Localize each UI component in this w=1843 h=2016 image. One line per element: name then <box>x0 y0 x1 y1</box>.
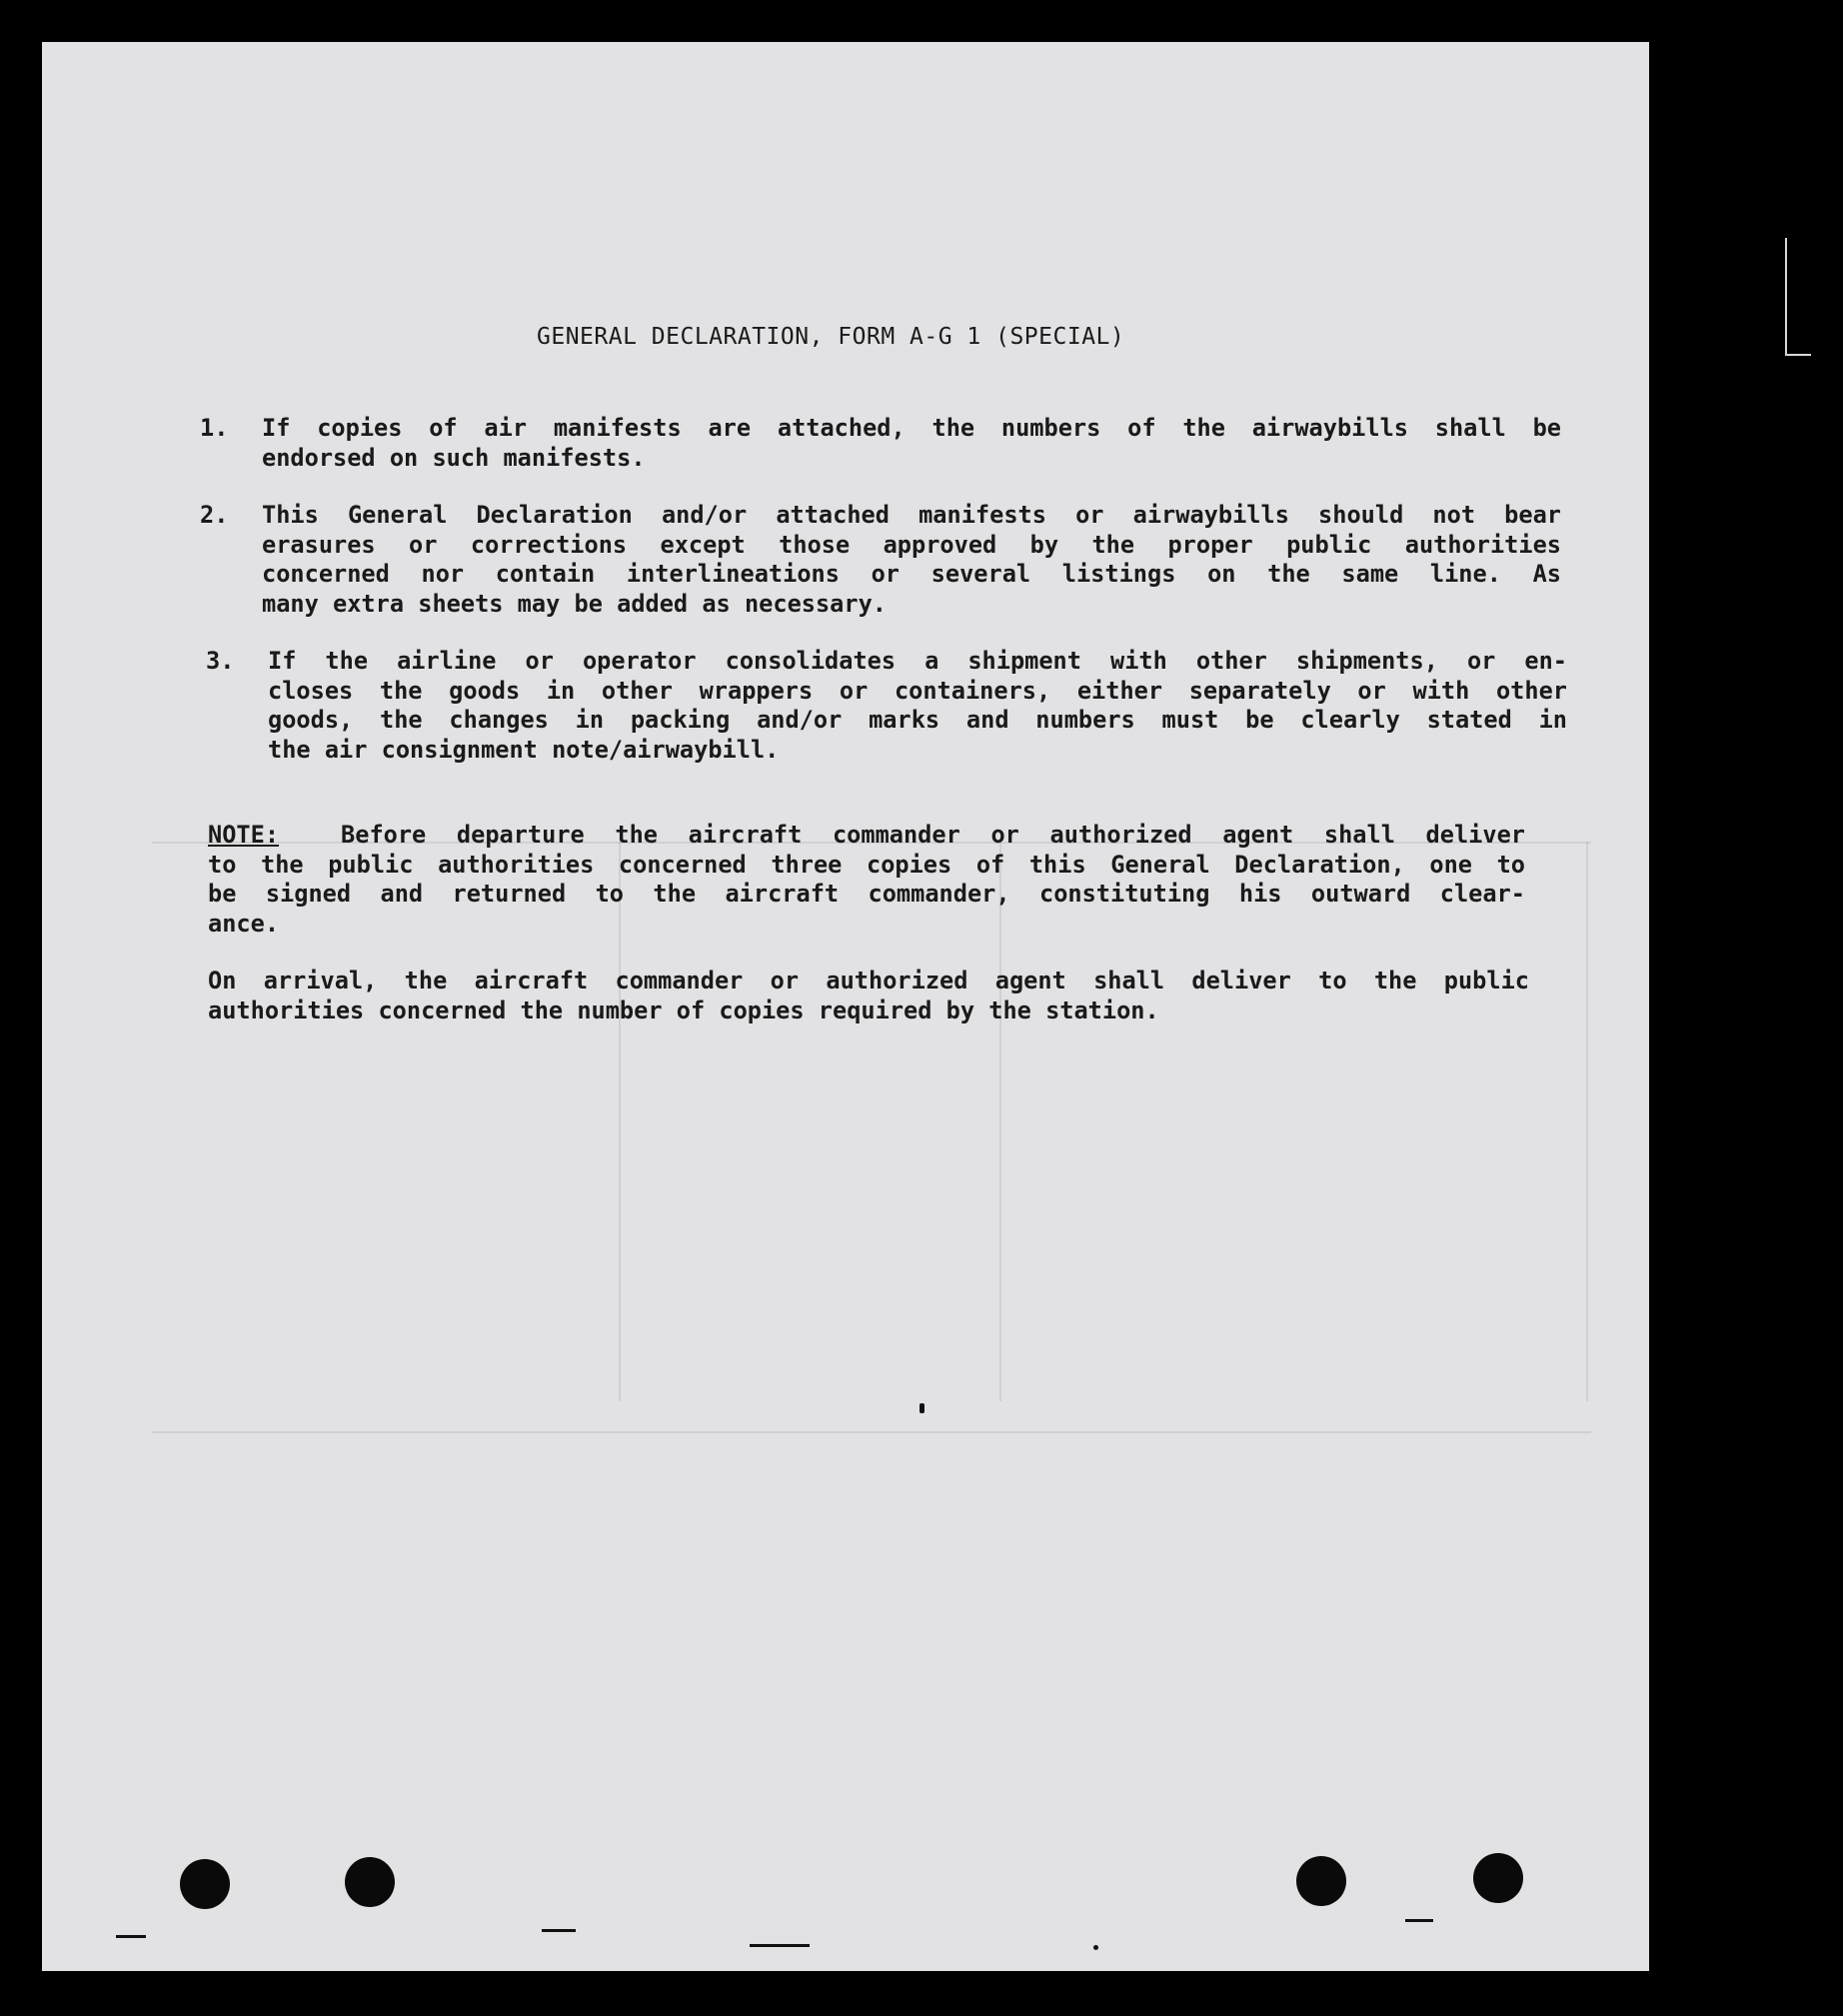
punch-hole <box>1473 1853 1523 1903</box>
edge-mark <box>1785 238 1811 356</box>
arrival-line: On arrival, the aircraft commander or authorized agent shall deliver to the public <box>208 967 1529 995</box>
item-number: 3. <box>206 647 235 675</box>
document-page <box>42 42 1649 1971</box>
punch-hole <box>345 1857 395 1907</box>
punch-hole <box>180 1859 230 1909</box>
bleed-through-text <box>442 202 454 237</box>
speck <box>750 1944 810 1947</box>
item-line: closes the goods in other wrappers or containers, either separately or with other <box>268 676 1567 705</box>
speck <box>116 1935 146 1938</box>
item-line: endorsed on such manifests. <box>262 443 646 472</box>
item-line: goods, the changes in packing and/or marks and numbers must be clearly stated in <box>268 706 1567 734</box>
item-line: concerned nor contain interlineations or several listings on the same line. As <box>262 560 1561 588</box>
bleed-through-rule <box>152 1431 1591 1433</box>
item-line: erasures or corrections except those approved by the proper public authorities <box>262 530 1561 559</box>
speck <box>542 1929 576 1932</box>
note-label: NOTE: <box>208 821 280 849</box>
speck <box>1405 1919 1433 1922</box>
note-line: Before departure the aircraft commander or authorized agent shall deliver <box>341 821 1525 849</box>
note-paragraph <box>208 821 1525 939</box>
item-number: 2. <box>200 501 229 529</box>
arrival-paragraph <box>208 967 1529 1025</box>
item-line: If copies of air manifests are attached, the numbers of the airwaybills shall be <box>262 414 1561 442</box>
note-line: to the public authorities concerned three copies of this General Declaration, one to <box>208 850 1525 879</box>
item-line: If the airline or operator consolidates a shipment with other shipments, or en- <box>268 647 1567 675</box>
arrival-line: authorities concerned the number of copies required by the station. <box>208 996 1159 1024</box>
speck <box>1093 1945 1098 1950</box>
note-line: ance. <box>208 909 280 938</box>
item-number: 1. <box>200 414 229 442</box>
form-title: GENERAL DECLARATION, FORM A-G 1 (SPECIAL) <box>537 324 1125 350</box>
punch-hole <box>1296 1856 1346 1906</box>
speck <box>920 1403 924 1413</box>
item-line: This General Declaration and/or attached manifests or airwaybills should not bear <box>262 501 1561 529</box>
item-line: the air consignment note/airwaybill. <box>268 735 780 764</box>
item-line: many extra sheets may be added as necessary. <box>262 589 888 618</box>
bleed-through-rule <box>1586 842 1588 1401</box>
note-line: be signed and returned to the aircraft commander, constituting his outward clear- <box>208 880 1525 908</box>
